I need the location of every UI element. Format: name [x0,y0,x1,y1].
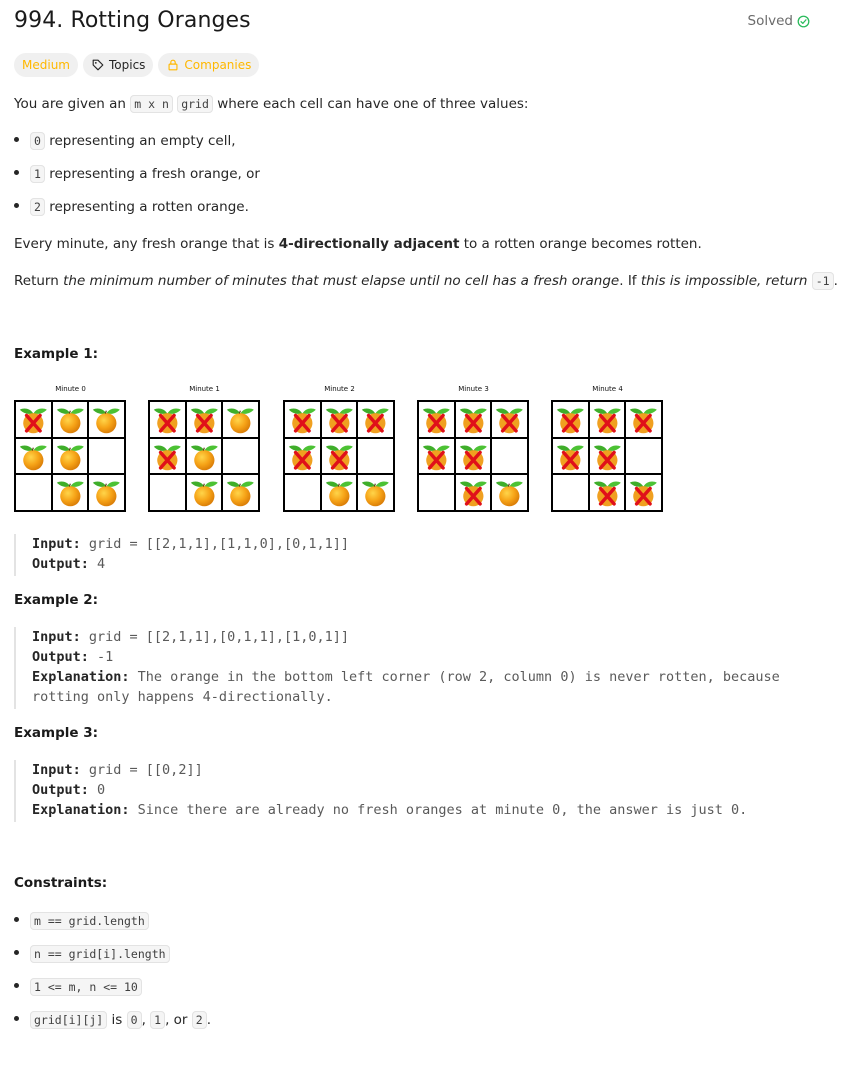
topics-label: Topics [108,58,146,72]
rotten-orange-icon [149,401,186,438]
constraint-item: n == grid[i].length [14,944,170,964]
example-3-heading: Example 3: [14,725,99,741]
rotten-orange-icon [284,401,321,438]
companies-label: Companies [184,58,252,72]
minute-label: Minute 1 [189,385,220,393]
rotten-orange-icon [15,401,52,438]
rotten-orange-icon [284,438,321,475]
orange-grid [417,400,529,512]
description-return: Return the minimum number of minutes that must elapse until no cell has a fresh orange. If this is impossible, return -1 . [14,273,838,289]
rotten-orange-icon [186,401,223,438]
minute-label: Minute 3 [458,385,489,393]
empty-cell [625,438,662,475]
orange-grid [14,400,126,512]
solved-label: Solved [747,13,793,29]
rotten-orange-icon [455,474,492,511]
example-1-block: Input: grid = [[2,1,1],[1,1,0],[0,1,1]] Output: 4 [14,534,349,576]
rotten-orange-icon [149,438,186,475]
empty-cell [15,474,52,511]
example-1-heading: Example 1: [14,346,99,362]
fresh-orange-icon [88,401,125,438]
empty-cell [149,474,186,511]
code-minus-one: -1 [812,272,834,290]
solved-status [748,13,810,29]
fresh-orange-icon [15,438,52,475]
example-3-block: Input: grid = [[0,2]] Output: 0 Explanation: Since there are already no fresh oranges at minute 0, the answer is just 0. [14,760,747,822]
minute-label: Minute 4 [592,385,623,393]
list-item: 2 representing a rotten orange. [14,197,249,217]
rotten-orange-icon [418,401,455,438]
empty-cell [88,438,125,475]
minute-grid [283,384,396,512]
companies-tag[interactable] [158,53,259,77]
rotten-orange-icon [455,401,492,438]
fresh-orange-icon [491,474,528,511]
description-rule: Every minute, any fresh orange that is 4-directionally adjacent to a rotten orange becomes rotten. [14,236,702,252]
constraint-item: grid[i][j] is 0 , 1 , or 2 . [14,1010,211,1030]
empty-cell [284,474,321,511]
fresh-orange-icon [222,401,259,438]
rotten-orange-icon [321,438,358,475]
fresh-orange-icon [52,474,89,511]
rotten-orange-icon [491,401,528,438]
example-2-heading: Example 2: [14,592,99,608]
minute-grid [148,384,261,512]
empty-cell [357,438,394,475]
example-2-block: Input: grid = [[2,1,1],[0,1,1],[1,0,1]] Output: -1 Explanation: The orange in the bottom left corner (row 2, column 0) is never rotten, because rotting only happens 4-directionally. [14,627,780,709]
minute-grid [417,384,530,512]
fresh-orange-icon [52,401,89,438]
fresh-orange-icon [222,474,259,511]
list-item: 1 representing a fresh orange, or [14,164,260,184]
tag-icon [91,58,105,72]
rotten-orange-icon [589,438,626,475]
rotten-orange-icon [552,401,589,438]
rotten-orange-icon [357,401,394,438]
fresh-orange-icon [88,474,125,511]
orange-grid [283,400,395,512]
lock-icon [166,58,180,72]
difficulty-label: Medium [22,58,70,72]
description-intro: You are given an m x n grid where each cell can have one of three values: [14,96,529,112]
rotten-orange-icon [455,438,492,475]
code-grid: grid [177,95,213,113]
topics-tag[interactable] [83,53,153,77]
rotten-orange-icon [552,438,589,475]
rotten-orange-icon [625,401,662,438]
list-item: 0 representing an empty cell, [14,131,236,151]
fresh-orange-icon [52,438,89,475]
rotten-orange-icon [589,474,626,511]
title-row [14,8,814,40]
rotten-orange-icon [418,438,455,475]
orange-grid [148,400,260,512]
code-mxn: m x n [130,95,173,113]
problem-title[interactable]: 994. Rotting Oranges [14,8,251,33]
rotten-orange-icon [321,401,358,438]
constraint-item: m == grid.length [14,911,149,931]
rotten-orange-icon [589,401,626,438]
difficulty-tag[interactable] [14,53,78,77]
tag-bar [14,53,259,77]
orange-grid [551,400,663,512]
rotten-orange-icon [625,474,662,511]
minute-grid [551,384,664,512]
minute-label: Minute 2 [324,385,355,393]
check-circle-icon [797,15,810,28]
minute-grid [14,384,127,512]
constraint-item: 1 <= m, n <= 10 [14,977,142,997]
empty-cell [491,438,528,475]
empty-cell [418,474,455,511]
fresh-orange-icon [186,474,223,511]
fresh-orange-icon [321,474,358,511]
constraints-heading: Constraints: [14,875,108,891]
fresh-orange-icon [186,438,223,475]
empty-cell [222,438,259,475]
empty-cell [552,474,589,511]
fresh-orange-icon [357,474,394,511]
minute-label: Minute 0 [55,385,86,393]
